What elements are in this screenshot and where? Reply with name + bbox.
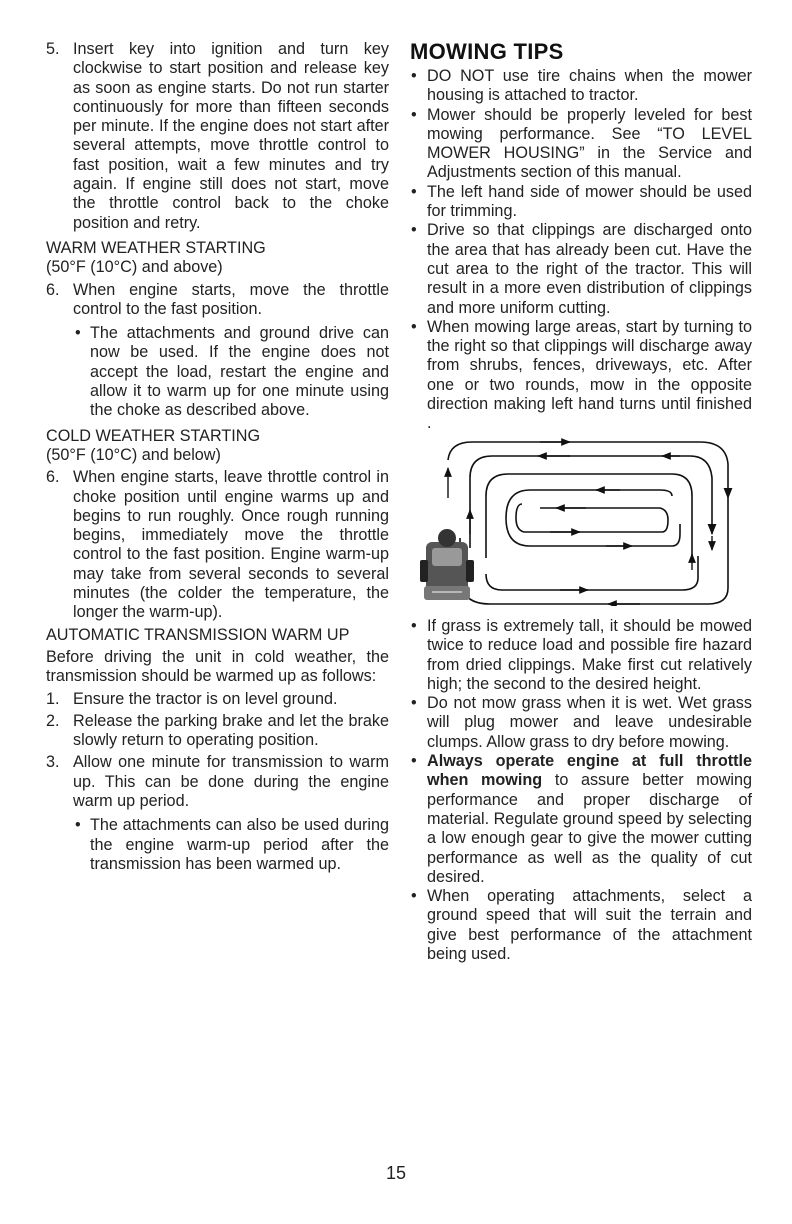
- warm-step-6: [46, 281, 389, 320]
- transmission-step-3: [46, 753, 389, 811]
- cold-weather-heading: COLD WEATHER STARTING: [46, 426, 261, 445]
- step-number: 6.: [46, 280, 60, 299]
- step-number: 2.: [46, 711, 60, 730]
- mowing-path: [448, 442, 728, 604]
- tip-tire-chains: [410, 67, 752, 106]
- auto-transmission-heading: AUTOMATIC TRANSMISSION WARM UP: [46, 625, 350, 644]
- bullet-dot-icon: •: [411, 67, 417, 85]
- auto-transmission-intro: Before driving the unit in cold weather, the transmission should be warmed up as follows:: [46, 647, 389, 686]
- transmission-bullet: [46, 816, 389, 874]
- bullet-dot-icon: •: [411, 752, 417, 771]
- bullet-text: Mower should be properly leveled for best mowing performance. See “TO LEVEL MOWER HOUSING” in the Service and Adjustments section of this manual.: [427, 105, 752, 182]
- bullet-text: Drive so that clippings are discharged onto the area that has already been cut. Have the cut area to the right of the tractor. This will result in a more even distribution of clippings and more uniform cutting.: [427, 221, 752, 317]
- step-text: Release the parking brake and let the brake slowly return to operating position.: [73, 711, 389, 750]
- left-column: [46, 40, 389, 874]
- bullet-text: The attachments and ground drive can now be used. If the engine does not accept the load, restart the engine and allow it to warm up for one minute using the choke as described above.: [90, 324, 389, 420]
- bullet-dot-icon: •: [411, 616, 417, 635]
- step-text: When engine starts, leave throttle control in choke position until engine warms up and begins to run roughly. Once rough running begins, immediately move the throttle control to the fast position. Engine warm-up may take from several seconds to several minutes (the colder the temperature, the longer the warm-up).: [73, 468, 389, 622]
- transmission-step-2: [46, 712, 389, 751]
- tip-discharge: [410, 221, 752, 317]
- bullet-text: Do not mow grass when it is wet. Wet grass will plug mower and leave undesirable clumps. Allow grass to dry before mowing.: [427, 694, 752, 751]
- rest-text: to assure better mowing performance and proper discharge of material. Regulate ground speed by selecting a low enough gear to give the mower cutting performance as well as the quality of cut desired.: [427, 771, 753, 886]
- tip-attachments: [410, 887, 752, 964]
- bullet-text: DO NOT use tire chains when the mower housing is attached to tractor.: [427, 67, 752, 105]
- bullet-dot-icon: •: [411, 105, 417, 124]
- tip-full-throttle: [410, 752, 752, 887]
- tip-wet-grass: [410, 694, 752, 752]
- step-text: Ensure the tractor is on level ground.: [73, 689, 338, 708]
- bullet-text: When operating attachments, select a ground speed that will suit the terrain and give best performance of the attachment being used.: [427, 887, 752, 963]
- direction-arrows: [448, 442, 712, 604]
- bullet-text: [427, 752, 752, 887]
- page-number: 15: [385, 1163, 407, 1183]
- step-number: 1.: [46, 689, 60, 708]
- bullet-dot-icon: •: [75, 816, 81, 835]
- tractor-icon: [420, 529, 474, 600]
- step-text: Insert key into ignition and turn key clockwise to start position and release key as soon as engine starts. Do not run starter continuously for more than fifteen seconds per minute. If the engine does not start after several attempts, move throttle control to fast position, wait a few minutes and try again. If engine still does not start, move the throttle control back to the choke position and retry.: [73, 40, 389, 232]
- mowing-pattern-diagram: [410, 438, 752, 606]
- step-text: When engine starts, move the throttle control to the fast position.: [73, 280, 389, 318]
- bullet-dot-icon: •: [411, 887, 417, 906]
- cold-step-6: [46, 468, 389, 622]
- tip-trimming: [410, 183, 752, 222]
- bullet-dot-icon: •: [75, 324, 81, 343]
- warm-bullet: [46, 324, 389, 420]
- mowing-tips-heading: MOWING TIPS: [410, 39, 564, 64]
- tip-tall-grass: [410, 617, 752, 694]
- step-number: 3.: [46, 753, 60, 772]
- bullet-text: The attachments can also be used during the engine warm-up period after the transmission has been warmed up.: [90, 816, 389, 873]
- step-text: Allow one minute for transmission to warm up. This can be done during the engine warm up period.: [73, 753, 389, 810]
- bullet-text: If grass is extremely tall, it should be mowed twice to reduce load and possible fire hazard from dried clippings. Make first cut relatively high; the second to the desired height.: [427, 616, 752, 693]
- step-number: 5.: [46, 40, 60, 58]
- step-number: 6.: [46, 468, 60, 487]
- cold-weather-subtitle: (50°F (10°C) and below): [46, 445, 221, 464]
- bullet-text: The left hand side of mower should be used for trimming.: [427, 182, 752, 221]
- bullet-text: When mowing large areas, start by turning to the right so that clippings will discharge away from shrubs, fences, driveways, etc. After one or two rounds, mow in the opposite direction making left hand turns until finished .: [427, 317, 752, 433]
- bold-lead-text: Always operate engine at full throttle when mowing: [427, 752, 752, 790]
- tip-level-mower: [410, 106, 752, 183]
- bullet-dot-icon: •: [411, 694, 417, 713]
- bullet-dot-icon: •: [411, 317, 417, 336]
- tip-large-areas: [410, 318, 752, 434]
- bullet-dot-icon: •: [411, 182, 417, 201]
- warm-weather-heading: WARM WEATHER STARTING: [46, 238, 266, 257]
- warm-weather-subtitle: (50°F (10°C) and above): [46, 258, 223, 277]
- transmission-step-1: [46, 690, 389, 709]
- step-5: [46, 40, 389, 233]
- bullet-dot-icon: •: [411, 221, 417, 240]
- right-column: [410, 40, 752, 964]
